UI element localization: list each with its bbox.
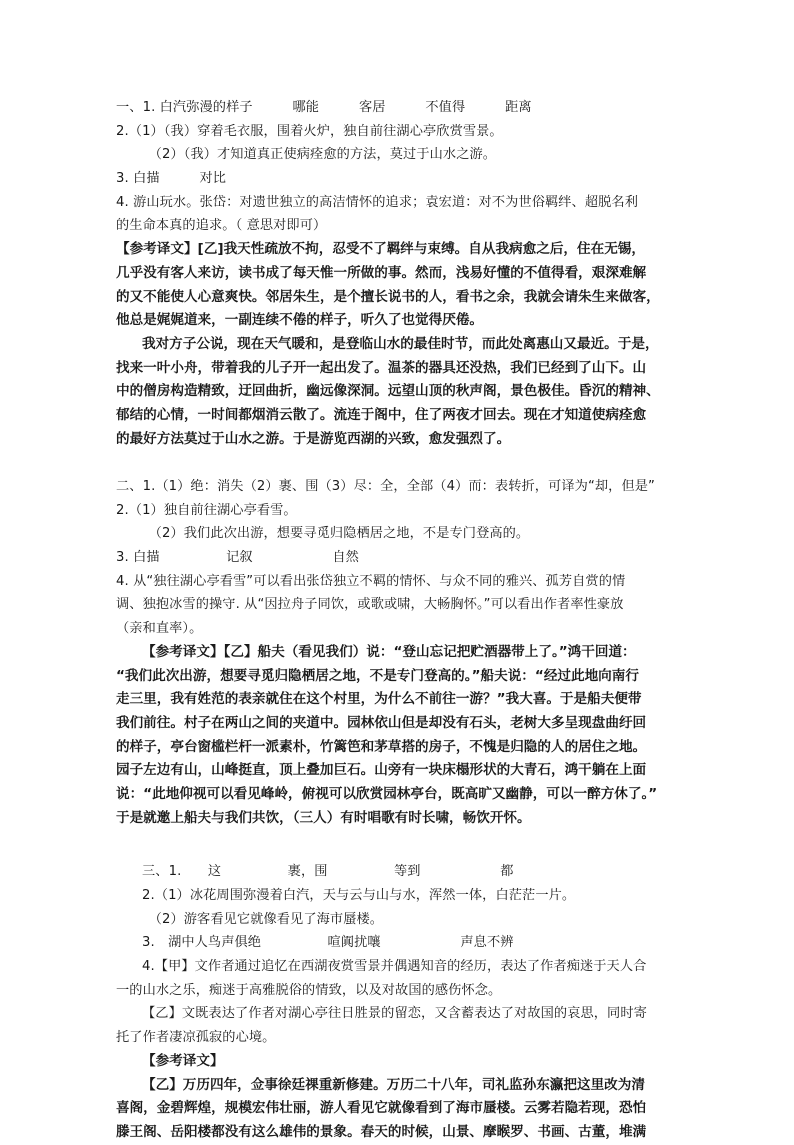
text-line: 说：“此地仰视可以看见峰岭，俯视可以欣赏园林亭台，既高旷又幽静，可以一醉方休了。” [116,785,658,802]
text-line: 2.（1）独自前往湖心亭看雪。 [116,502,297,518]
text-line: （亲和直率）。 [116,621,203,637]
text-line: 的样子，亭台窗槛栏杆一派素朴，竹篱笆和茅草搭的房子，不愧是归隐的人的居住之地。 [116,738,647,755]
text-line: 找来一叶小舟，带着我的儿子开一起出发了。温茶的器具还没热，我们已经到了山下。山 [116,359,647,376]
reference-translation-heading: 【参考译文】【乙】船夫（看见我们）说：“登山忘记把贮酒器带上了。”鸿干回道： [142,643,636,660]
text-line: 一、1. 白汽弥漫的样子 哪能 客居 不值得 距离 [116,100,532,115]
text-line: 郁结的心情，一时间都烟消云散了。流连于阁中，住了两夜才回去。现在才知道使病痊愈 [116,406,647,423]
text-line: 托了作者凄凉孤寂的心境。 [116,1030,276,1046]
text-line: 的最好方法莫过于山水之游。于是游览西湖的兴致，愈发强烈了。 [116,430,511,447]
text-line: 园子左边有山，山峰挺直，顶上叠加巨石。山旁有一块床榻形状的大青石，鸿干躺在上面 [116,762,647,779]
text-line: 我对方子公说，现在天气暖和，是登临山水的最佳时节，而此处离惠山又最近。于是， [142,335,659,352]
answer-document [116,96,696,1145]
reference-translation-heading: 【参考译文】 [142,1052,224,1069]
text-line: （2）游客看见它就像看见了海市蜃楼。 [142,911,384,927]
text-line: 4. 游山玩水。张岱：对遗世独立的高洁情怀的追求；袁宏道：对不为世俗羁绊、超脱名利 [116,194,638,210]
text-line: 的生命本真的追求。（ 意思对即可） [116,218,327,234]
text-line: 3. 白描 对比 [116,171,227,187]
text-line: 二、1.（1）绝：消失（2）裹、围（3）尽：全，全部（4）而：表转折，可译为“却，但是” [116,479,655,494]
reference-translation-heading: 【参考译文】[乙]我天性疏放不拘，忍受不了羁绊与束缚。自从我病愈之后，住在无锡， [116,241,645,258]
text-line: （2）（我）才知道真正使病痊愈的方法，莫过于山水之游。 [142,147,497,163]
blank-line [116,830,696,860]
text-line: 于是就邀上船夫与我们共饮，（三人）有时唱歌有时长啸，畅饮开怀。 [116,809,531,826]
text-line: 他总是娓娓道来，一副连续不倦的样子，听久了也觉得厌倦。 [116,312,484,329]
text-line: 4. 从“独往湖心亭看雪”可以看出张岱独立不羁的情怀、与众不同的雅兴、孤芳自赏的情 [116,573,626,589]
text-line: 4.【甲】文作者通过追忆在西湖夜赏雪景并偶遇知音的经历，表达了作者痴迷于天人合 [142,959,647,975]
text-line: 我们前往。村子在两山之间的夹道中。园林依山但是却没有石头，老树大多呈现盘曲纡回 [116,714,647,731]
text-line: 的又不能使人心意爽快。邻居朱生，是个擅长说书的人，看书之余，我就会请朱生来做客， [116,288,660,305]
text-line: 调、独抱冰雪的操守. 从“因拉舟子同饮，或歌或啸，大畅胸怀。”可以看出作者率性豪放 [116,597,624,613]
text-line: 三、1. 这 裹，围 等到 都 [142,864,514,880]
text-line: 几乎没有客人来访，读书成了每天惟一所做的事。然而，浅易好懂的不值得看，艰深难解 [116,264,647,281]
text-line: 喜阁，金碧辉煌，规模宏伟壮丽，游人看见它就像看到了海市蜃楼。云雾若隐若现，恐怕 [116,1100,647,1117]
text-line: 2.（1）冰花周围弥漫着白汽，天与云与山与水，浑然一体，白茫茫一片。 [142,888,576,903]
text-line: 【乙】文既表达了作者对湖心亭往日胜景的留恋，又含蓄表达了对故国的哀思，同时寄 [142,1006,647,1022]
text-line: 2.（1）（我）穿着毛衣服，围着火炉，独自前往湖心亭欣赏雪景。 [116,123,503,139]
text-line: 【乙】万历四年，佥事徐廷祼重新修建。万历二十八年，司礼监孙东瀛把这里改为清 [142,1076,645,1093]
blank-line [116,451,696,475]
text-line: 走三里，我有姓范的表亲就住在这个村里，为什么不前往一游？”我大喜。于是船夫便带 [116,691,642,708]
text-line: （2）我们此次出游，想要寻觅归隐栖居之地，不是专门登高的。 [142,526,530,542]
text-line: 3. 白描 记叙 自然 [116,550,359,566]
text-line: 滕王阁、岳阳楼都没有这么雄伟的景象。春天的时候，山景、摩睺罗、书画、古董，堆满 [116,1123,647,1140]
text-line: 中的僧房构造精致，迂回曲折，幽远像深洞。远望山顶的秋声阁，景色极佳。昏沉的精神、 [116,383,660,400]
text-line: 3. 湖中人鸟声俱绝 喧阗扰嚷 声息不辨 [142,935,514,951]
text-line: “我们此次出游，想要寻觅归隐栖居之地，不是专门登高的。”船夫说：“经过此地向南行 [116,667,639,684]
text-line: 一的山水之乐，痴迷于高雅脱俗的情致，以及对故国的感伤怀念。 [116,982,502,998]
